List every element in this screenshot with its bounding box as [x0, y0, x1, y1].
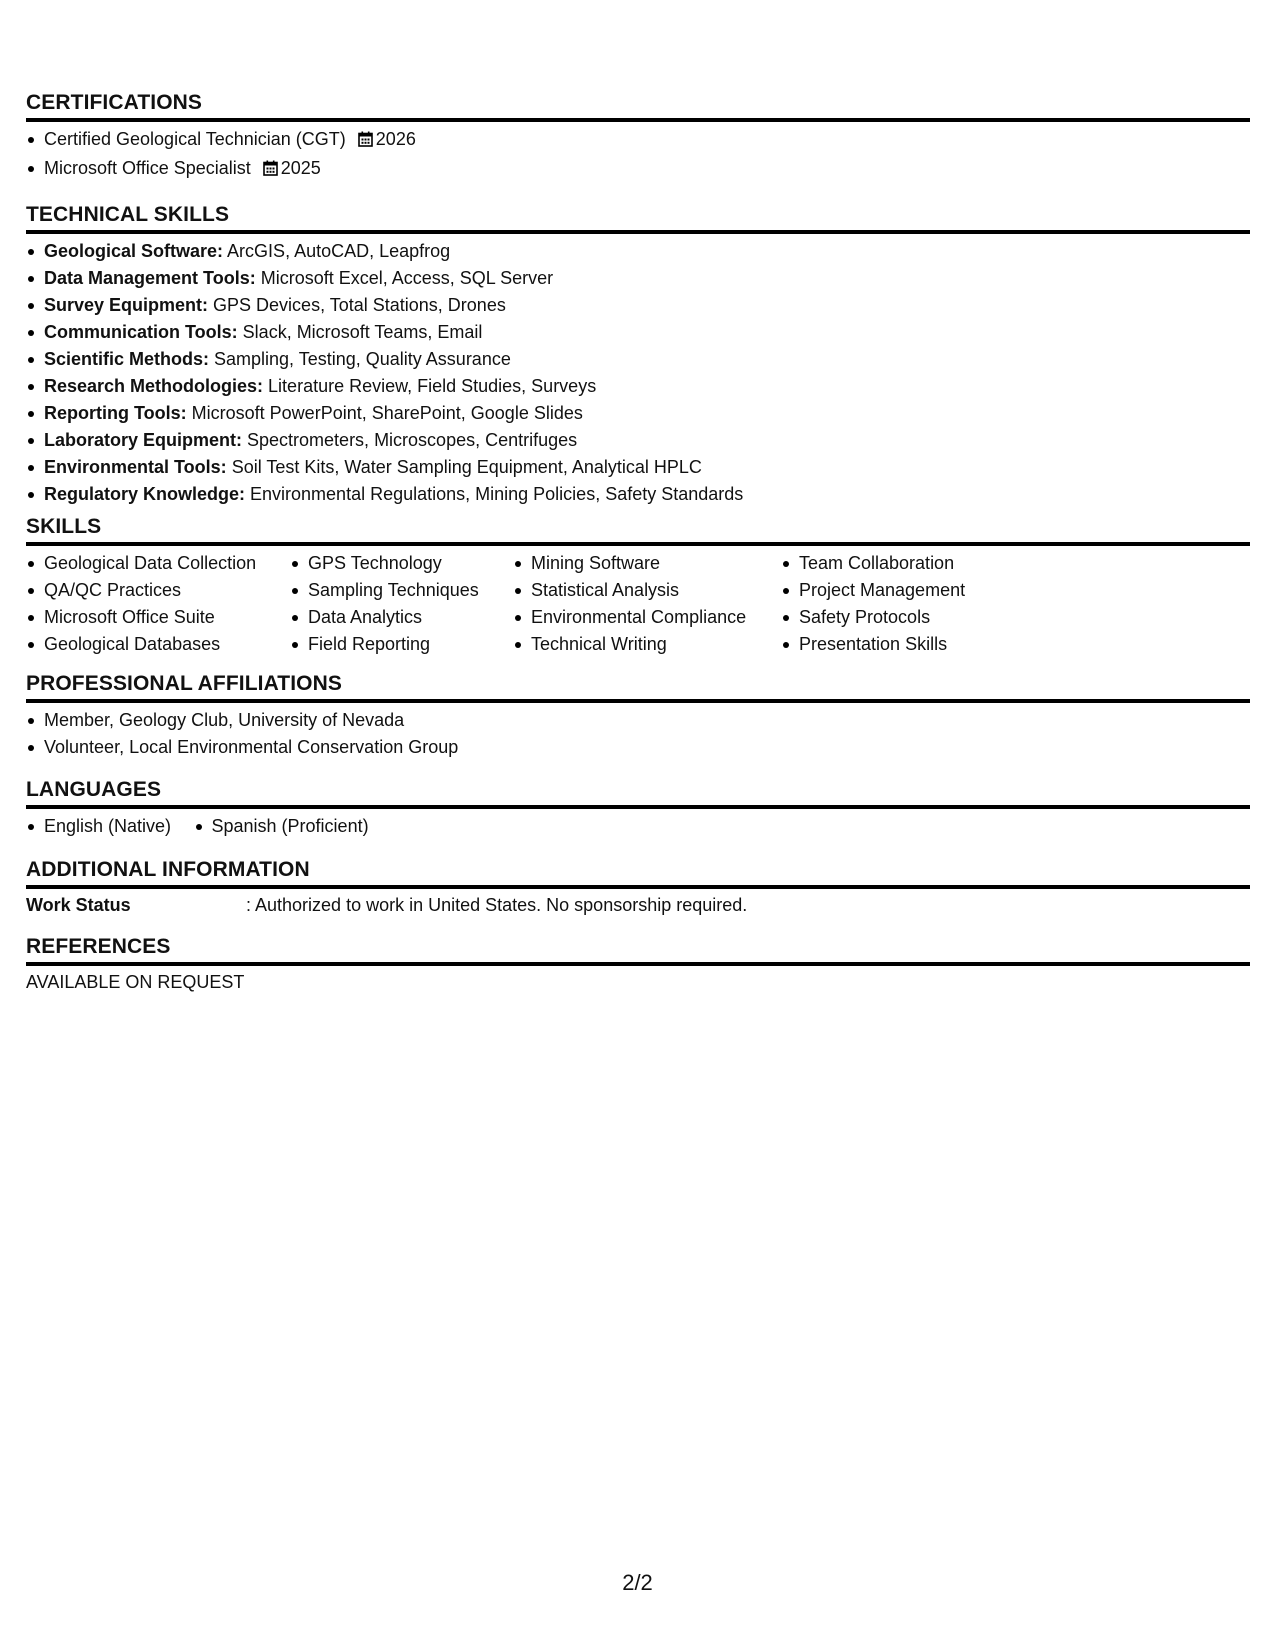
work-status-value: : Authorized to work in United States. No sponsorship required. [246, 895, 748, 915]
certification-item [26, 155, 1250, 184]
technical-skill-label: Reporting Tools: [44, 403, 187, 423]
page-number: 2/2 [622, 1570, 653, 1595]
skill-item: Environmental Compliance [513, 604, 781, 631]
additional-information-section [26, 857, 1250, 917]
certifications-list [26, 126, 1250, 184]
technical-skill-label: Regulatory Knowledge: [44, 484, 246, 504]
technical-skill-item [26, 400, 1250, 427]
skill-item: Safety Protocols [781, 604, 1041, 631]
calendar-icon [263, 157, 278, 184]
section-heading-certifications: CERTIFICATIONS [26, 90, 1250, 122]
section-heading-additional-information: ADDITIONAL INFORMATION [26, 857, 1250, 889]
skills-grid [26, 550, 1250, 658]
references-section [26, 934, 1250, 994]
technical-skill-label: Laboratory Equipment: [44, 430, 243, 450]
technical-skill-item [26, 319, 1250, 346]
section-heading-skills: SKILLS [26, 514, 1250, 546]
skill-item: Sampling Techniques [290, 577, 513, 604]
skills-column [781, 550, 1041, 658]
technical-skill-item [26, 481, 1250, 508]
technical-skill-value: Slack, Microsoft Teams, Email [237, 322, 483, 342]
section-heading-technical-skills: TECHNICAL SKILLS [26, 202, 1250, 234]
language-item: Spanish (Proficient) [194, 813, 369, 840]
technical-skill-value: Sampling, Testing, Quality Assurance [209, 349, 511, 369]
technical-skill-value: Spectrometers, Microscopes, Centrifuges [242, 430, 578, 450]
technical-skill-item [26, 454, 1250, 481]
technical-skill-item [26, 238, 1250, 265]
skills-column [513, 550, 781, 658]
skill-item: Mining Software [513, 550, 781, 577]
technical-skill-label: Data Management Tools: [44, 268, 256, 288]
certification-name: Certified Geological Technician (CGT) [44, 129, 346, 149]
technical-skills-list [26, 238, 1250, 508]
skills-column [290, 550, 513, 658]
technical-skill-value: Soil Test Kits, Water Sampling Equipment, Analytical HPLC [226, 457, 702, 477]
skill-item: Microsoft Office Suite [26, 604, 290, 631]
technical-skill-value: Environmental Regulations, Mining Policies, Safety Standards [245, 484, 744, 504]
skill-item: Data Analytics [290, 604, 513, 631]
skill-item: Technical Writing [513, 631, 781, 658]
technical-skill-item [26, 265, 1250, 292]
certifications-section [26, 90, 1250, 184]
skill-item: Geological Data Collection [26, 550, 290, 577]
skill-item: QA/QC Practices [26, 577, 290, 604]
technical-skill-value: Microsoft Excel, Access, SQL Server [255, 268, 554, 288]
work-status-label: Work Status [26, 895, 131, 915]
affiliations-section [26, 671, 1250, 761]
affiliation-item: Member, Geology Club, University of Nevada [26, 707, 1250, 734]
skill-item: Presentation Skills [781, 631, 1041, 658]
technical-skill-label: Communication Tools: [44, 322, 238, 342]
references-text: AVAILABLE ON REQUEST [26, 972, 245, 992]
certification-item [26, 126, 1250, 155]
languages-section [26, 777, 1250, 840]
work-status-row [26, 893, 1250, 917]
languages-list [26, 813, 1250, 840]
technical-skill-value: Microsoft PowerPoint, SharePoint, Google Slides [186, 403, 583, 423]
section-heading-languages: LANGUAGES [26, 777, 1250, 809]
technical-skill-value: GPS Devices, Total Stations, Drones [208, 295, 506, 315]
skill-item: Statistical Analysis [513, 577, 781, 604]
language-item: English (Native) [26, 813, 171, 840]
skill-item: Geological Databases [26, 631, 290, 658]
affiliation-item: Volunteer, Local Environmental Conservation Group [26, 734, 1250, 761]
skills-column [26, 550, 290, 658]
certification-name: Microsoft Office Specialist [44, 158, 251, 178]
section-heading-affiliations: PROFESSIONAL AFFILIATIONS [26, 671, 1250, 703]
technical-skill-label: Geological Software: [44, 241, 224, 261]
skill-item: Team Collaboration [781, 550, 1041, 577]
technical-skill-value: Literature Review, Field Studies, Surveys [263, 376, 597, 396]
skill-item: GPS Technology [290, 550, 513, 577]
technical-skill-label: Survey Equipment: [44, 295, 209, 315]
technical-skill-item [26, 346, 1250, 373]
technical-skills-section [26, 202, 1250, 508]
technical-skill-item [26, 427, 1250, 454]
technical-skill-label: Environmental Tools: [44, 457, 227, 477]
calendar-icon [358, 128, 373, 155]
technical-skill-item [26, 373, 1250, 400]
affiliations-list [26, 707, 1250, 761]
certification-year: 2026 [375, 129, 416, 149]
technical-skill-label: Research Methodologies: [44, 376, 264, 396]
certification-year: 2025 [280, 158, 321, 178]
skills-section [26, 514, 1250, 658]
skill-item: Project Management [781, 577, 1041, 604]
technical-skill-item [26, 292, 1250, 319]
technical-skill-value: ArcGIS, AutoCAD, Leapfrog [223, 241, 451, 261]
skill-item: Field Reporting [290, 631, 513, 658]
section-heading-references: REFERENCES [26, 934, 1250, 966]
technical-skill-label: Scientific Methods: [44, 349, 210, 369]
